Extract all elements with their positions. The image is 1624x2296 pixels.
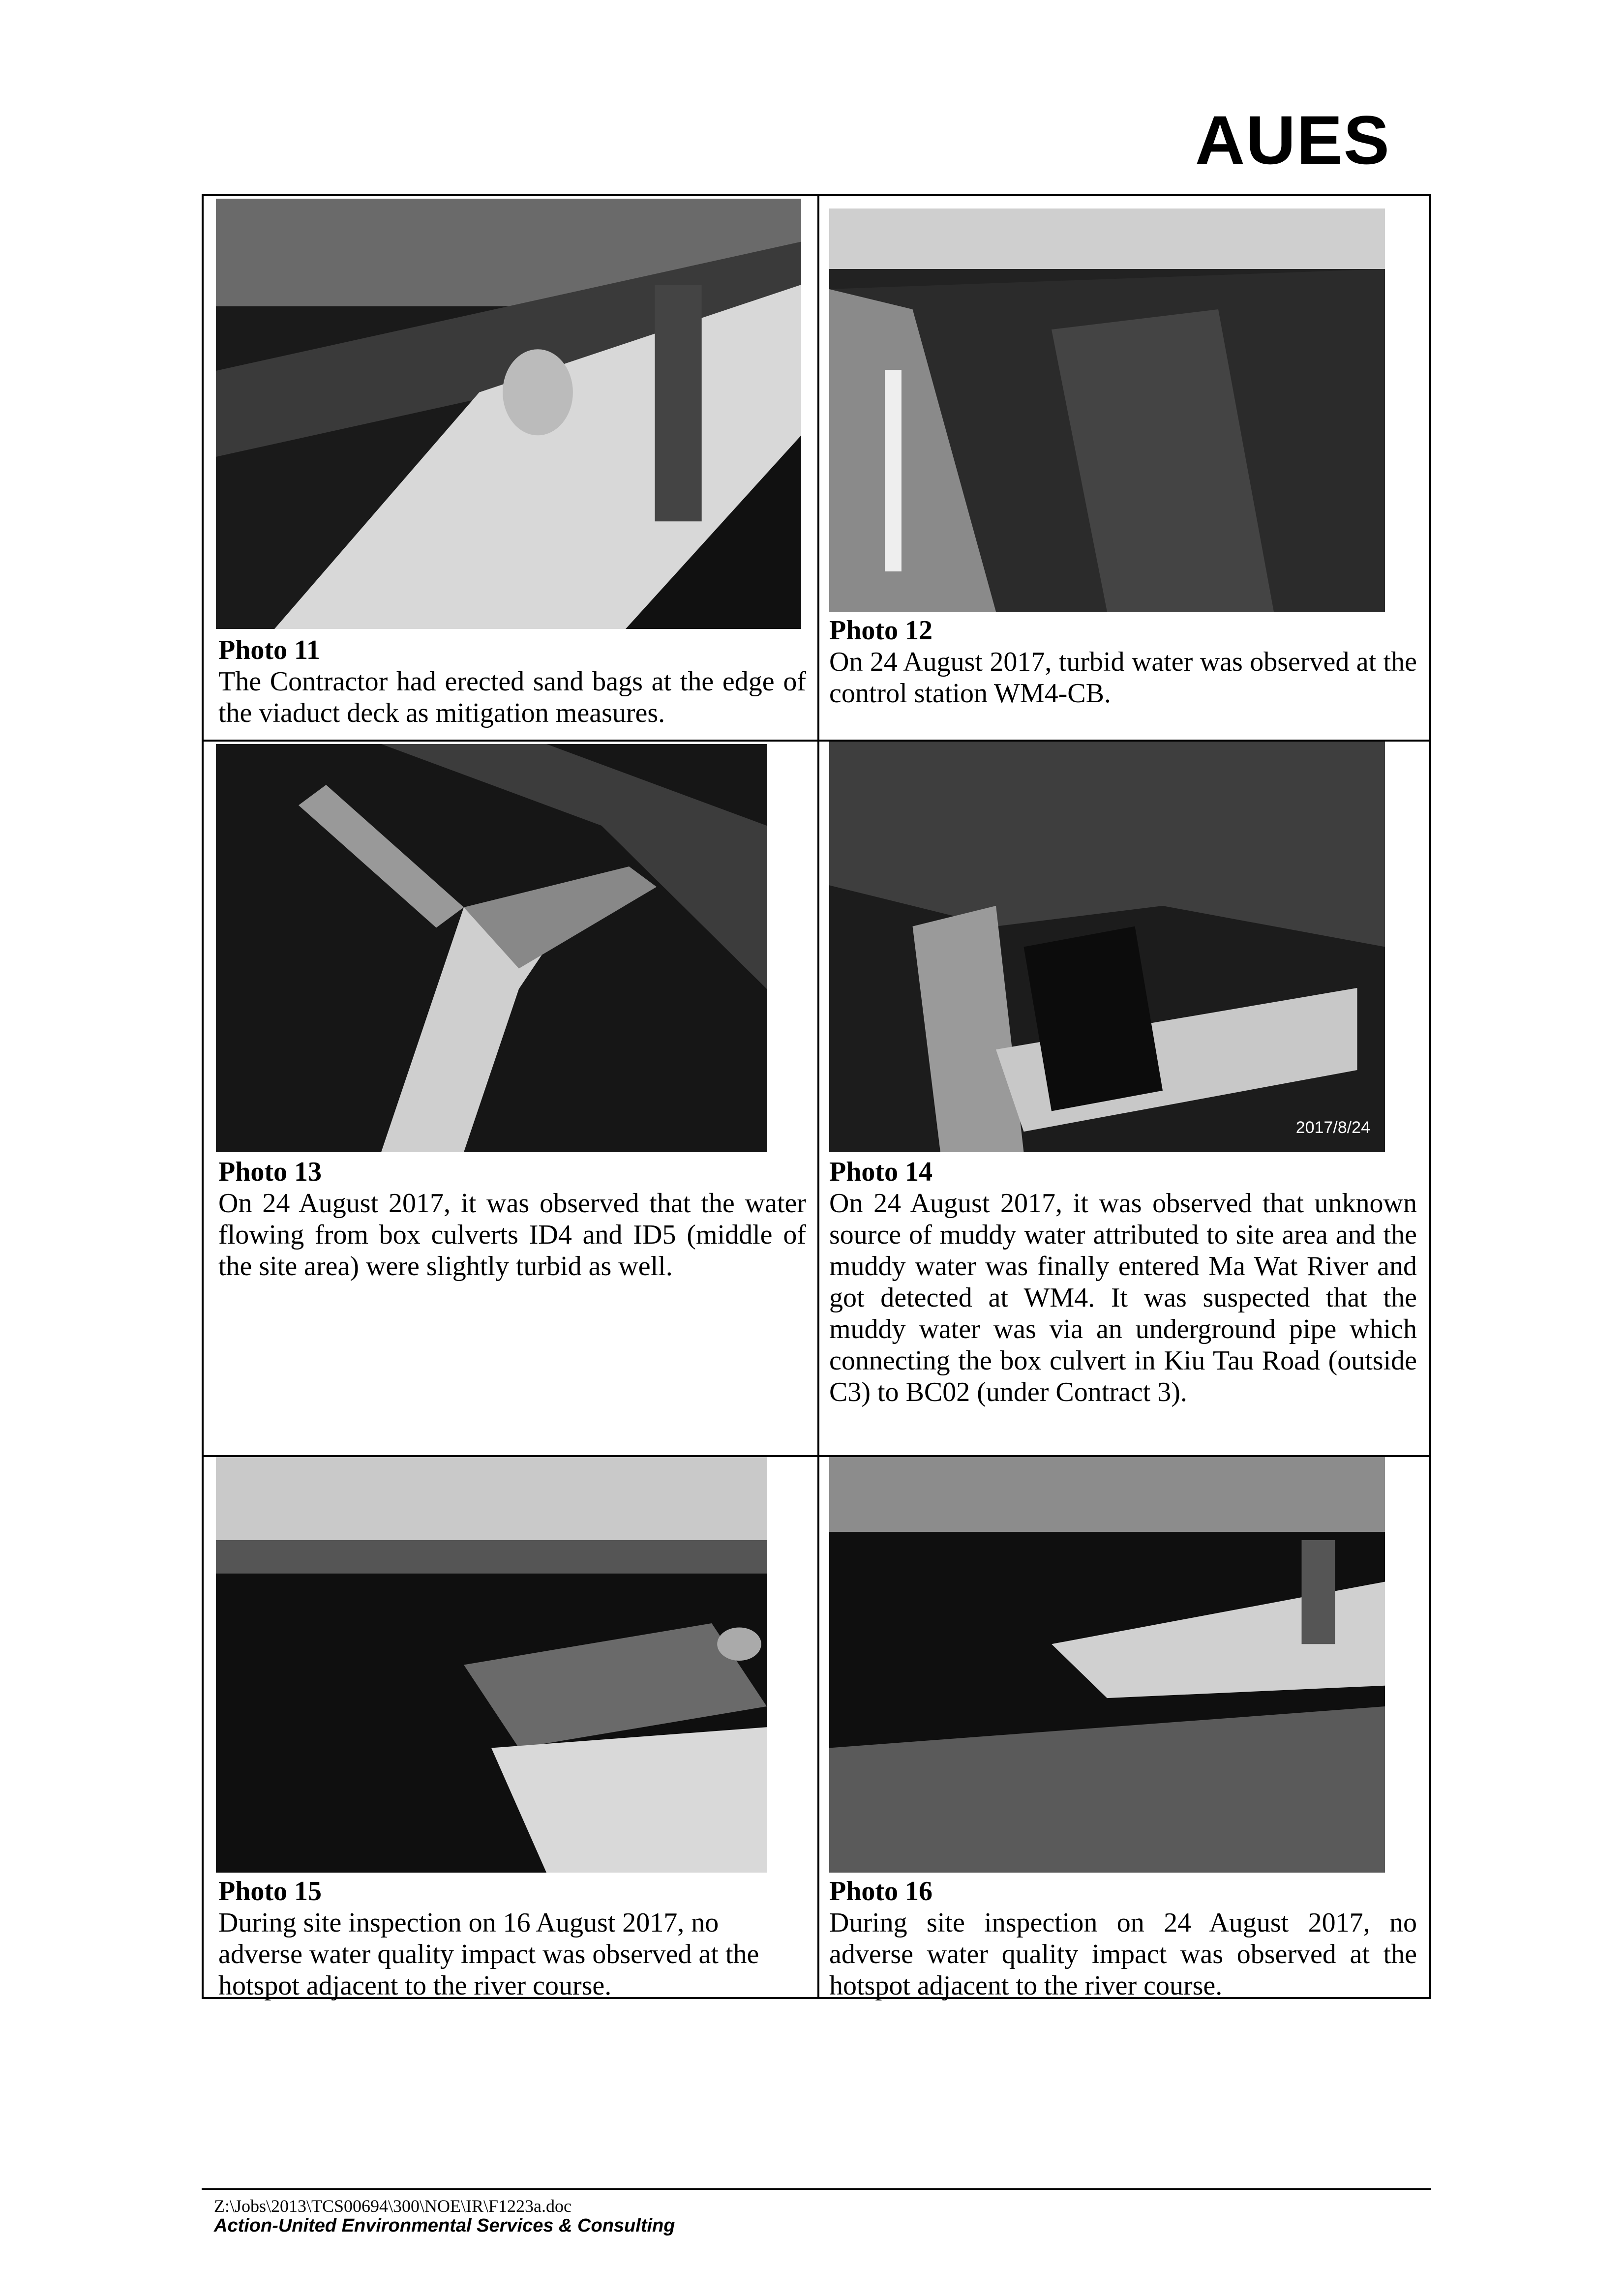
photo-caption-15: During site inspection on 16 August 2017, no adverse water quality impact was observed at the hotspot adjacent to the river course. — [218, 1908, 759, 2001]
photo-image-14 — [829, 742, 1385, 1152]
photo-title-14: Photo 14 — [829, 1157, 932, 1187]
photo-image-12 — [829, 209, 1385, 612]
footer-file-path: Z:\Jobs\2013\TCS00694\300\NOE\IR\F1223a.doc — [214, 2196, 572, 2216]
footer-company: Action-United Environmental Services & Consulting — [214, 2215, 675, 2236]
photo-cell-15 — [204, 1457, 817, 2001]
photo-cell-14 — [819, 742, 1431, 1455]
photo-cell-12 — [819, 196, 1431, 740]
photo-cell-16 — [819, 1457, 1431, 2001]
photo-title-13: Photo 13 — [218, 1157, 322, 1187]
photo-table — [202, 194, 1431, 1999]
company-logo: AUES — [1195, 101, 1390, 179]
photo-caption-11: The Contractor had erected sand bags at the edge of the viaduct deck as mitigation measures. — [218, 666, 806, 728]
photo-image-15 — [216, 1457, 767, 1873]
photo-caption-13: On 24 August 2017, it was observed that the water flowing from box culverts ID4 and ID5 (middle of the site area) were slightly turbid as well. — [218, 1188, 806, 1282]
photo-caption-12: On 24 August 2017, turbid water was observed at the control station WM4-CB. — [829, 647, 1417, 709]
photo-image-13 — [216, 744, 767, 1152]
photo-title-16: Photo 16 — [829, 1876, 932, 1907]
footer-divider — [202, 2188, 1431, 2190]
photo-caption-16: During site inspection on 24 August 2017, no adverse water quality impact was observed at the hotspot adjacent to the river course. — [829, 1908, 1417, 2001]
photo-title-12: Photo 12 — [829, 615, 932, 646]
photo-cell-11 — [204, 196, 817, 740]
photo-cell-13 — [204, 742, 817, 1455]
photo-image-16 — [829, 1457, 1385, 1873]
photo-image-11 — [216, 199, 801, 629]
photo-caption-14: On 24 August 2017, it was observed that unknown source of muddy water attributed to site area and the muddy water was finally entered Ma Wat River and got detected at WM4. It was suspected that the muddy water was via an underground pipe which connecting the box culvert in Kiu Tau Road (outside C3) to BC02 (under Contract 3). — [829, 1188, 1417, 1407]
photo-title-11: Photo 11 — [218, 635, 320, 665]
photo-title-15: Photo 15 — [218, 1876, 322, 1907]
photo-date-stamp: 2017/8/24 — [1295, 1118, 1370, 1137]
